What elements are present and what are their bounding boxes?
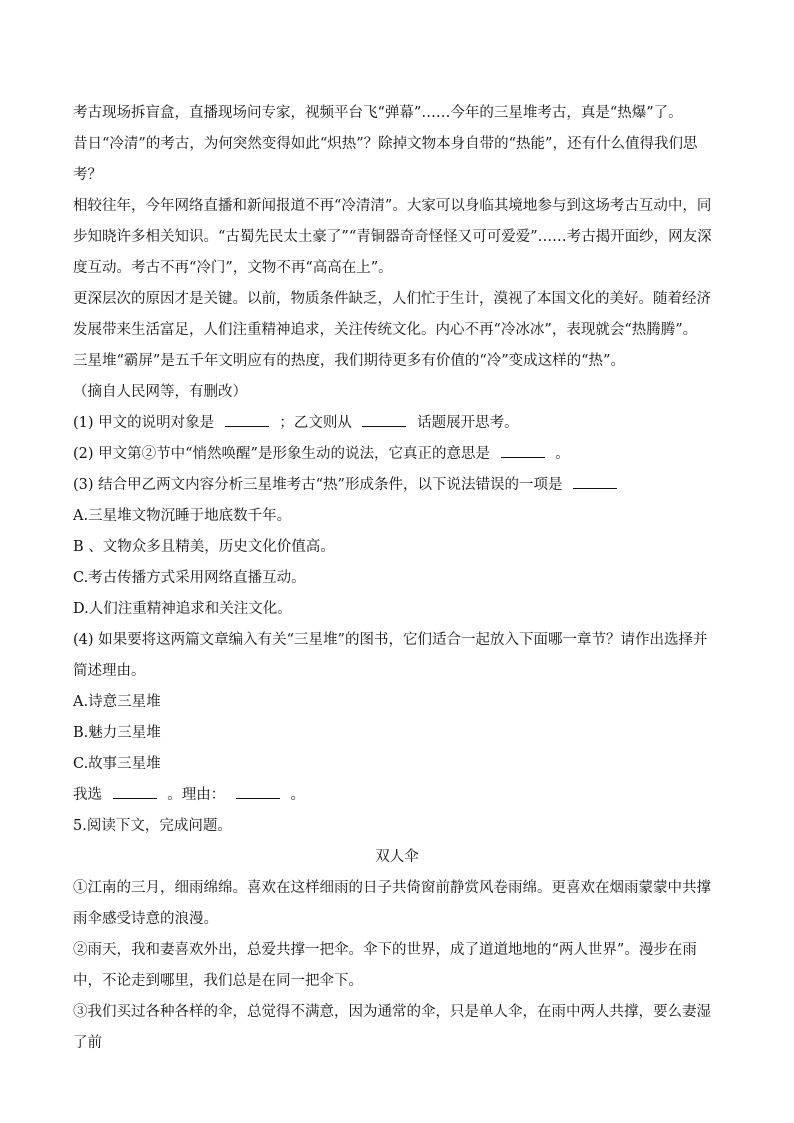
question-4-option-b: B.魅力三星堆: [73, 725, 161, 741]
question-3-text: (3) 结合甲乙两文内容分析三星堆考古“热”形成条件，以下说法错误的一项是: [73, 477, 563, 493]
question-3-option-a: A.三星堆文物沉睡于地底数千年。: [73, 508, 292, 524]
section-5-prompt: 5.阅读下文，完成问题。: [73, 818, 232, 834]
question-3-option-b: B 、文物众多且精美，历史文化价值高。: [73, 539, 335, 555]
section-5-title: 双人伞: [375, 849, 419, 865]
section-5-paragraph-3: ③我们买过各种各样的伞，总觉得不满意，因为通常的伞，只是单人伞，在雨中两人共撑，要么妻湿了前: [73, 1004, 711, 1051]
question-2: [73, 439, 721, 470]
section-5-paragraph-1: ①江南的三月，细雨绵绵。喜欢在这样细雨的日子共倚窗前静赏风卷雨绵。更喜欢在烟雨蒙蒙中共撑雨伞感受诗意的浪漫。: [73, 880, 711, 927]
answer-blank-1b[interactable]: [362, 414, 406, 427]
question-4-option-a: A.诗意三星堆: [73, 694, 161, 710]
question-4-choice-label: 我选: [73, 787, 102, 803]
answer-blank-2[interactable]: [501, 445, 545, 458]
question-1-text-c: 话题展开思考。: [417, 415, 519, 431]
paragraph-2: 昔日“冷清”的考古，为何突然变得如此“炽热”？除掉文物本身自带的“热能”，还有什么值得我们思考？: [73, 136, 698, 183]
answer-blank-1a[interactable]: [225, 414, 269, 427]
question-2-text-b: 。: [555, 446, 570, 462]
question-2-text-a: (2) 甲文第②节中“悄然唤醒”是形象生动的说法，它真正的意思是: [73, 446, 490, 462]
paragraph-5: 三星堆“霸屏”是五千年文明应有的热度，我们期待更多有价值的“冷”变成这样的“热”。: [73, 353, 625, 369]
section-5-paragraph-2: ②雨天，我和妻喜欢外出，总爱共撑一把伞。伞下的世界，成了道道地地的“两人世界”。漫步在雨中，不论走到哪里，我们总是在同一把伞下。: [73, 942, 697, 989]
question-4: (4) 如果要将这两篇文章编入有关“三星堆”的图书，它们适合一起放入下面哪一章节？请作出选择并简述理由。: [73, 632, 708, 679]
answer-blank-3[interactable]: [573, 476, 617, 489]
question-1: [73, 408, 721, 439]
paragraph-1: 考古现场拆盲盒，直播现场问专家，视频平台飞“弹幕”……今年的三星堆考古，真是“热爆”了。: [73, 105, 683, 121]
question-4-answer-line: [73, 780, 721, 811]
document-content: [73, 98, 721, 1059]
source-note: （摘自人民网等，有删改）: [73, 384, 247, 400]
question-4-reason-label: 。理由：: [167, 787, 226, 803]
paragraph-3: 相较往年，今年网络直播和新闻报道不再“冷清清”。大家可以身临其境地参与到这场考古互动中，同步知晓许多相关知识。“古蜀先民太土豪了”“青铜器奇奇怪怪又可可爱爱”……考古揭开面纱，网友深度互动。考古不再“冷门”，文物不再“高高在上”。: [73, 198, 712, 276]
question-1-text-b: ；乙文则从: [279, 415, 352, 431]
question-4-option-c: C.故事三星堆: [73, 756, 161, 772]
question-3-option-d: D.人们注重精神追求和关注文化。: [73, 601, 292, 617]
question-4-end-mark: 。: [290, 787, 305, 803]
paragraph-4: 更深层次的原因才是关键。以前，物质条件缺乏，人们忙于生计，漠视了本国文化的美好。随着经济发展带来生活富足，人们注重精神追求，关注传统文化。内心不再“冷冰冰”，表现就会“热腾腾”。: [73, 291, 711, 338]
question-3-option-c: C.考古传播方式采用网络直播互动。: [73, 570, 306, 586]
question-3: [73, 470, 721, 501]
question-1-text-a: (1) 甲文的说明对象是: [73, 415, 215, 431]
answer-blank-4-reason[interactable]: [236, 786, 280, 799]
answer-blank-4-choice[interactable]: [113, 786, 157, 799]
